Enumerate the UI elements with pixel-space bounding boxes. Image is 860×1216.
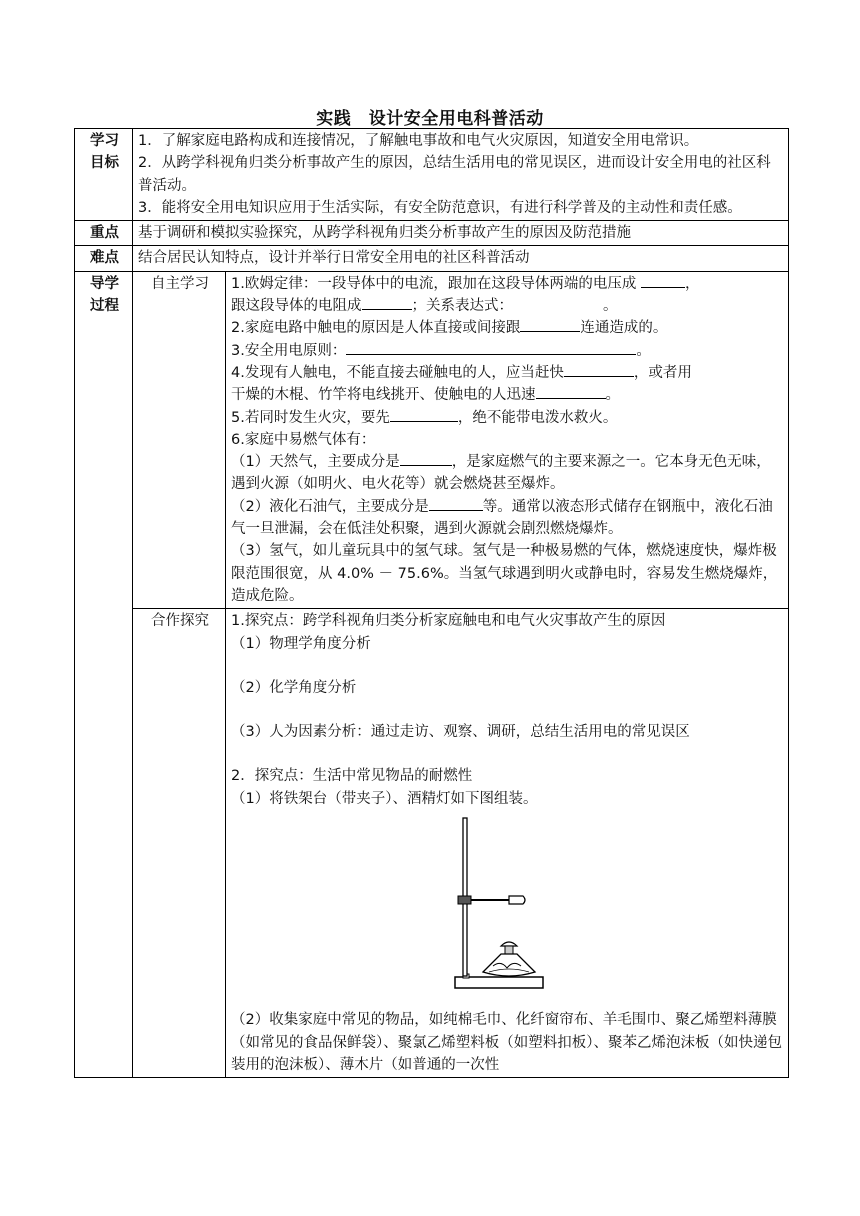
item-text: （1）天然气，主要成分是 [231, 454, 400, 471]
key-point-label: 重点 [75, 221, 133, 246]
answer-blank[interactable] [400, 451, 452, 466]
key-point-text: 基于调研和模拟实验探究，从跨学科视角归类分析事故产生的原因及防范措施 [133, 221, 789, 246]
answer-blank[interactable] [429, 496, 483, 511]
list-item [231, 451, 785, 496]
answer-blank[interactable] [390, 407, 458, 422]
objective-item: 3．能将安全用电知识应用于生活实际，有安全防范意识，有进行科学普及的主动性和责任感。 [138, 199, 742, 216]
item-text: 5.若同时发生火灾，要先 [231, 409, 390, 426]
list-item: （1）将铁架台（带夹子）、酒精灯如下图组装。 [231, 790, 538, 807]
list-item: （2）收集家庭中常见的物品，如纯棉毛巾、化纤窗帘布、羊毛围巾、聚乙烯塑料薄膜（如常见的食品保鲜袋）、聚氯乙烯塑料板（如塑料扣板）、聚苯乙烯泡沫板（如快递包装用的泡沫板）、薄木片（如普通的一次性 [231, 1012, 782, 1073]
list-item: 2．探究点：生活中常见物品的耐燃性 [231, 768, 473, 785]
objectives-label-text: 学习目标 [90, 133, 119, 172]
answer-blank[interactable] [346, 340, 636, 355]
item-text: （2）液化石油气，主要成分是 [231, 498, 429, 515]
item-text: ，或者用 [633, 364, 692, 381]
process-label [75, 271, 133, 1077]
list-item: （3）人为因素分析：通过走访、观察、调研，总结生活用电的常见误区 [231, 724, 690, 741]
page-title: 实践 设计安全用电科普活动 [316, 109, 544, 129]
answer-blank[interactable] [641, 273, 685, 288]
list-item [231, 384, 785, 406]
item-text: 2.家庭电路中触电的原因是人体直接或间接跟 [231, 320, 521, 337]
item-text: 干燥的木棍、竹竿将电线挑开、使触电的人迅速 [231, 387, 536, 404]
lesson-table [74, 128, 789, 1078]
answer-blank[interactable] [520, 317, 580, 332]
list-item: （1）物理学角度分析 [231, 635, 371, 652]
item-text: 。 [636, 342, 651, 359]
item-text: 。 [603, 298, 618, 315]
difficulty-row [75, 246, 789, 271]
list-item [231, 407, 785, 429]
list-item: （3）氢气，如儿童玩具中的氢气球。氢气是一种极易燃的气体，燃烧速度快，爆炸极限范围很宽，从 4.0% － 75.6%。当氢气球遇到明火或静电时，容易发生燃烧爆炸，造成危险。 [231, 543, 778, 604]
list-item [231, 340, 785, 362]
difficulty-text: 结合居民认知特点，设计并举行日常安全用电的社区科普活动 [133, 246, 789, 271]
objectives-label [75, 129, 133, 221]
cooperation-row [75, 609, 789, 1078]
list-item [231, 317, 785, 339]
list-item [231, 496, 785, 541]
cooperation-content [226, 609, 789, 1078]
self-study-content [226, 271, 789, 608]
objective-item: 1．了解家庭电路构成和连接情况，了解触电事故和电气火灾原因，知道安全用电常识。 [138, 133, 699, 149]
iron-stand-alcohol-lamp-illustration [443, 814, 573, 1000]
item-text: 等。通常以液态形式储存在钢瓶中，液化石油气一旦泄漏，会在低洼处积聚，遇到火源就会剧烈燃烧爆炸。 [231, 498, 773, 538]
self-study-row [75, 271, 789, 608]
objective-item: 2．从跨学科视角归类分析事故产生的原因，总结生活用电的常见误区，进而设计安全用电的社区科普活动。 [138, 155, 771, 194]
objectives-content [133, 129, 789, 221]
key-point-row [75, 221, 789, 246]
item-text: 3.安全用电原则： [231, 342, 347, 359]
difficulty-label: 难点 [75, 246, 133, 271]
list-item [231, 273, 785, 295]
spacer [231, 655, 785, 677]
item-text: ， [684, 275, 700, 292]
list-item [231, 295, 785, 317]
list-item: 6.家庭中易燃气体有： [231, 431, 376, 448]
answer-blank[interactable] [362, 295, 412, 310]
item-text: ，绝不能带电泼水救火。 [457, 409, 618, 426]
process-label-text: 导学过程 [90, 275, 119, 315]
item-text: 4.发现有人触电，不能直接去碰触电的人，应当赶快 [231, 364, 564, 381]
spacer [231, 743, 785, 765]
answer-blank[interactable] [536, 384, 606, 399]
objectives-row [75, 129, 789, 221]
item-text: 。 [605, 387, 620, 404]
item-text: ；关系表达式： [411, 298, 513, 315]
item-text: 跟这段导体的电阻成 [231, 298, 362, 315]
spacer [231, 699, 785, 721]
list-item: 1.探究点：跨学科视角归类分析家庭触电和电气火灾事故产生的原因 [231, 613, 666, 630]
list-item [231, 362, 785, 384]
cooperation-label: 合作探究 [133, 609, 226, 1078]
self-study-label: 自主学习 [133, 271, 226, 608]
item-text: ，是家庭燃气的主要来源之一。它本身无色无味，遇到火源（如明火、电火花等）就会燃烧甚至爆炸。 [231, 454, 771, 493]
answer-blank[interactable] [564, 362, 634, 377]
list-item: （2）化学角度分析 [231, 679, 357, 696]
iron-stand-figure [231, 810, 785, 1009]
item-text: 1.欧姆定律：一段导体中的电流，跟加在这段导体两端的电压成 [231, 275, 641, 292]
item-text: 连通造成的。 [580, 320, 668, 337]
